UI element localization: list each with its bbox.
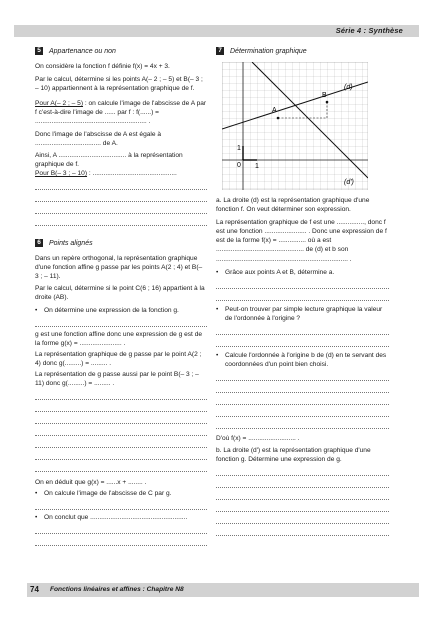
ex7-part-a-text: La représentation graphique de f est une ..............., donc f est une fonction ....................... . Donc une expression de f est de la forme f(x) = ............... où a est ................................................ de (d) et b son ........................................................................ . <box>216 219 387 263</box>
label-pour-a: Pour A(– 2 ; – 5) <box>35 100 84 108</box>
header-bar <box>14 25 419 37</box>
answer-line <box>216 512 389 524</box>
answer-line <box>216 277 389 289</box>
label-b: B <box>322 92 327 99</box>
exercise-7-heading <box>216 46 389 56</box>
point-a <box>277 117 280 120</box>
ex6-question: Par le calcul, détermine si le point C(6 ; 16) appartient à la droite (AB). <box>35 285 205 302</box>
exercise-title: Appartenance ou non <box>49 47 116 55</box>
ex6-step-2: • On calcule l'image de l'abscisse de C par g. <box>35 490 172 498</box>
answer-line <box>216 335 389 347</box>
ex5-question: Par le calcul, détermine si les points A(– 2 ; – 5) et B(– 3 ; – 10) appartiennent à la représentation graphique de f. <box>35 76 203 93</box>
answer-line <box>35 400 207 412</box>
label-origin: 0 <box>237 162 241 169</box>
answer-line <box>35 202 207 214</box>
ex6-statement: Dans un repère orthogonal, la représentation graphique d'une fonction affine g passe par les points A(2 ; 4) et B(– 3 ; – 11). <box>35 255 203 281</box>
answer-line <box>216 393 389 405</box>
ex7-part-b: b. La droite (d') est la représentation graphique d'une fonction g. Détermine une expression de g. <box>216 447 371 464</box>
graph-svg <box>222 62 368 190</box>
series-title: Série 4 : Synthèse <box>335 26 403 35</box>
footer-bar <box>27 583 419 597</box>
label-a: A <box>272 107 277 114</box>
exercise-title: Points alignés <box>49 239 93 247</box>
ex5-point-b <box>35 169 207 178</box>
answer-line <box>216 464 389 476</box>
answer-line <box>216 488 389 500</box>
ex7-result: D'où f(x) = .......................... . <box>216 435 300 443</box>
label-pour-b: Pour B(– 3 ; – 10) <box>35 169 88 177</box>
answer-line <box>216 369 389 381</box>
exercise-number: 5 <box>35 47 43 55</box>
exercise-5-heading <box>35 46 207 56</box>
point-b <box>326 101 329 104</box>
text-pour-b: : .............................................. <box>87 169 177 177</box>
ex6-text-1: g est une fonction affine donc une expression de g est de la forme g(x) = ....................... . <box>35 330 203 347</box>
answer-line <box>35 178 207 190</box>
left-column <box>35 46 207 546</box>
answer-line <box>35 388 207 400</box>
ex7-step-2: • Peut-on trouver par simple lecture graphique la valeur de l'ordonnée à l'origine ? <box>216 305 383 322</box>
coordinate-graph <box>222 62 368 190</box>
right-column <box>216 46 389 536</box>
ex7-step-1: • Grâce aux points A et B, détermine a. <box>216 268 335 276</box>
ex6-step-3: • On conclut que ..................................................... <box>35 514 188 522</box>
ex6-text-3: La représentation de g passe aussi par le point B(– 3 ; – 11) donc g(.........) = ......... . <box>35 370 199 388</box>
label-y-unit: 1 <box>237 145 241 152</box>
answer-line <box>216 524 389 536</box>
answer-line <box>216 381 389 393</box>
ex5-conclusion-2: Ainsi, A ..................................... à la représentation graphique de f. <box>35 151 183 168</box>
ex5-conclusion-1: Donc l'image de l'abscisse de A est égale à .................................... de A. <box>35 130 162 147</box>
exercise-6-heading <box>35 238 207 248</box>
answer-line <box>35 424 207 436</box>
chapter-title: Fonctions linéaires et affines : Chapitre N8 <box>50 586 184 593</box>
answer-line <box>35 522 207 534</box>
answer-line <box>35 534 207 546</box>
exercise-number: 6 <box>35 239 43 247</box>
ex6-deduction: On en déduit que g(x) = ......x + ........ . <box>35 479 147 487</box>
label-d-prime: (d') <box>344 179 354 186</box>
answer-line <box>35 498 207 510</box>
ex7-step-3: • Calcule l'ordonnée à l'origine b de (d) en te servant des coordonnées d'un point bien choisi. <box>216 351 387 369</box>
answer-line <box>216 500 389 512</box>
text-pour-a: : on calcule l'image de l'abscisse de A par f c'est-à-dire l'image de ...... par f : f(......) = ............................................................. . <box>35 100 207 126</box>
ex7-part-a: a. La droite (d) est la représentation graphique d'une fonction f. On veut déterminer son expression. <box>216 197 370 214</box>
answer-line <box>35 412 207 424</box>
answer-line <box>216 476 389 488</box>
ex5-point-a <box>35 99 207 126</box>
ex6-text-2: La représentation graphique de g passe par le point A(2 ; 4) donc g(.........) = ......... . <box>35 350 202 367</box>
answer-line <box>216 405 389 417</box>
answer-line <box>216 417 389 429</box>
answer-line <box>35 460 207 472</box>
page-number: 74 <box>30 585 39 594</box>
exercise-title: Détermination graphique <box>230 47 307 55</box>
label-d: (d) <box>344 84 353 91</box>
ex6-step-1: • On détermine une expression de la fonction g. <box>35 306 179 314</box>
grid <box>222 62 368 190</box>
answer-line <box>35 315 207 327</box>
ex5-statement: On considère la fonction f définie f(x) = 4x + 3. <box>35 63 170 70</box>
answer-line <box>216 289 389 301</box>
answer-line <box>35 214 207 226</box>
label-x-unit: 1 <box>255 163 259 170</box>
exercise-number: 7 <box>216 47 224 55</box>
answer-line <box>216 323 389 335</box>
answer-line <box>35 190 207 202</box>
answer-line <box>35 448 207 460</box>
answer-line <box>35 436 207 448</box>
